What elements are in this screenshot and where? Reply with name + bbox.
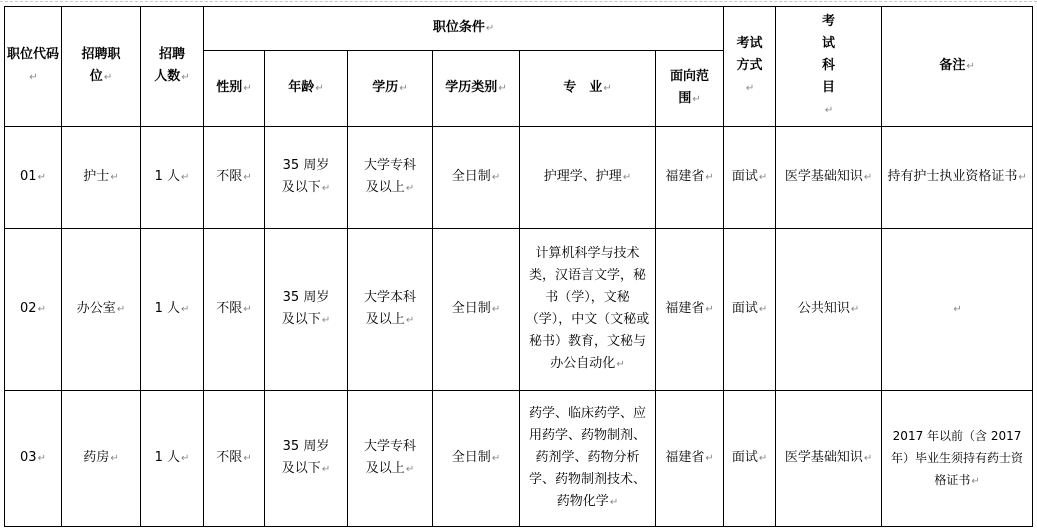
cell-exam-subject: 公共知识↵ <box>776 229 882 391</box>
cell-exam-subject: 医学基础知识↵ <box>776 127 882 229</box>
cell-age: 35 周岁及以下↵ <box>265 127 348 229</box>
cell-exam-method: 面试↵ <box>724 391 776 527</box>
cell-scope: 福建省↵ <box>656 127 724 229</box>
table-row <box>5 391 1033 527</box>
cell-major: 计算机科学与技术类，汉语言文学，秘书（学），文秘（学），中文（文秘或秘书）教育，文秘与办公自动化↵ <box>520 229 656 391</box>
header-position: 招聘职位↵ <box>62 7 141 127</box>
header-major: 专 业↵ <box>520 51 656 127</box>
cell-education: 大学本科及以上↵ <box>348 229 433 391</box>
header-gender: 性别↵ <box>204 51 265 127</box>
cell-exam-method: 面试↵ <box>724 229 776 391</box>
cell-edu-type: 全日制↵ <box>433 391 520 527</box>
cell-scope: 福建省↵ <box>656 391 724 527</box>
header-exam-subject: 考试科目↵ <box>776 7 882 127</box>
cell-age: 35 周岁及以下↵ <box>265 391 348 527</box>
cell-count: 1 人↵ <box>141 391 204 527</box>
header-conditions: 职位条件↵ <box>204 7 724 51</box>
cell-remarks: 2017 年以前（含 2017 年）毕业生须持有药士资格证书↵ <box>882 391 1033 527</box>
cell-gender: 不限↵ <box>204 229 265 391</box>
header-education: 学历↵ <box>348 51 433 127</box>
cell-remarks: ↵ <box>882 229 1033 391</box>
page-top-border <box>0 1 1037 2</box>
cell-position: 护士↵ <box>62 127 141 229</box>
cell-position: 办公室↵ <box>62 229 141 391</box>
cell-code: 03↵ <box>5 391 62 527</box>
header-age: 年龄↵ <box>265 51 348 127</box>
header-code: 职位代码↵ <box>5 7 62 127</box>
cell-code: 02↵ <box>5 229 62 391</box>
cell-gender: 不限↵ <box>204 127 265 229</box>
header-scope: 面向范围↵ <box>656 51 724 127</box>
cell-gender: 不限↵ <box>204 391 265 527</box>
cell-age: 35 周岁及以下↵ <box>265 229 348 391</box>
cell-edu-type: 全日制↵ <box>433 127 520 229</box>
cell-major: 护理学、护理↵ <box>520 127 656 229</box>
cell-exam-method: 面试↵ <box>724 127 776 229</box>
cell-edu-type: 全日制↵ <box>433 229 520 391</box>
cell-count: 1 人↵ <box>141 229 204 391</box>
recruitment-table <box>4 6 1033 527</box>
cell-exam-subject: 医学基础知识↵ <box>776 391 882 527</box>
table-row <box>5 127 1033 229</box>
cell-position: 药房↵ <box>62 391 141 527</box>
header-row-1 <box>5 7 1033 51</box>
cell-major: 药学、临床药学、应用药学、药物制剂、药剂学、药物分析学、药物制剂技术、药物化学↵ <box>520 391 656 527</box>
header-edu-type: 学历类别↵ <box>433 51 520 127</box>
header-remarks: 备注↵ <box>882 7 1033 127</box>
cell-code: 01↵ <box>5 127 62 229</box>
cell-scope: 福建省↵ <box>656 229 724 391</box>
cell-count: 1 人↵ <box>141 127 204 229</box>
header-count: 招聘人数↵ <box>141 7 204 127</box>
cell-education: 大学专科及以上↵ <box>348 127 433 229</box>
table-row <box>5 229 1033 391</box>
cell-education: 大学专科及以上↵ <box>348 391 433 527</box>
header-exam-method: 考试方式↵ <box>724 7 776 127</box>
cell-remarks: 持有护士执业资格证书↵ <box>882 127 1033 229</box>
